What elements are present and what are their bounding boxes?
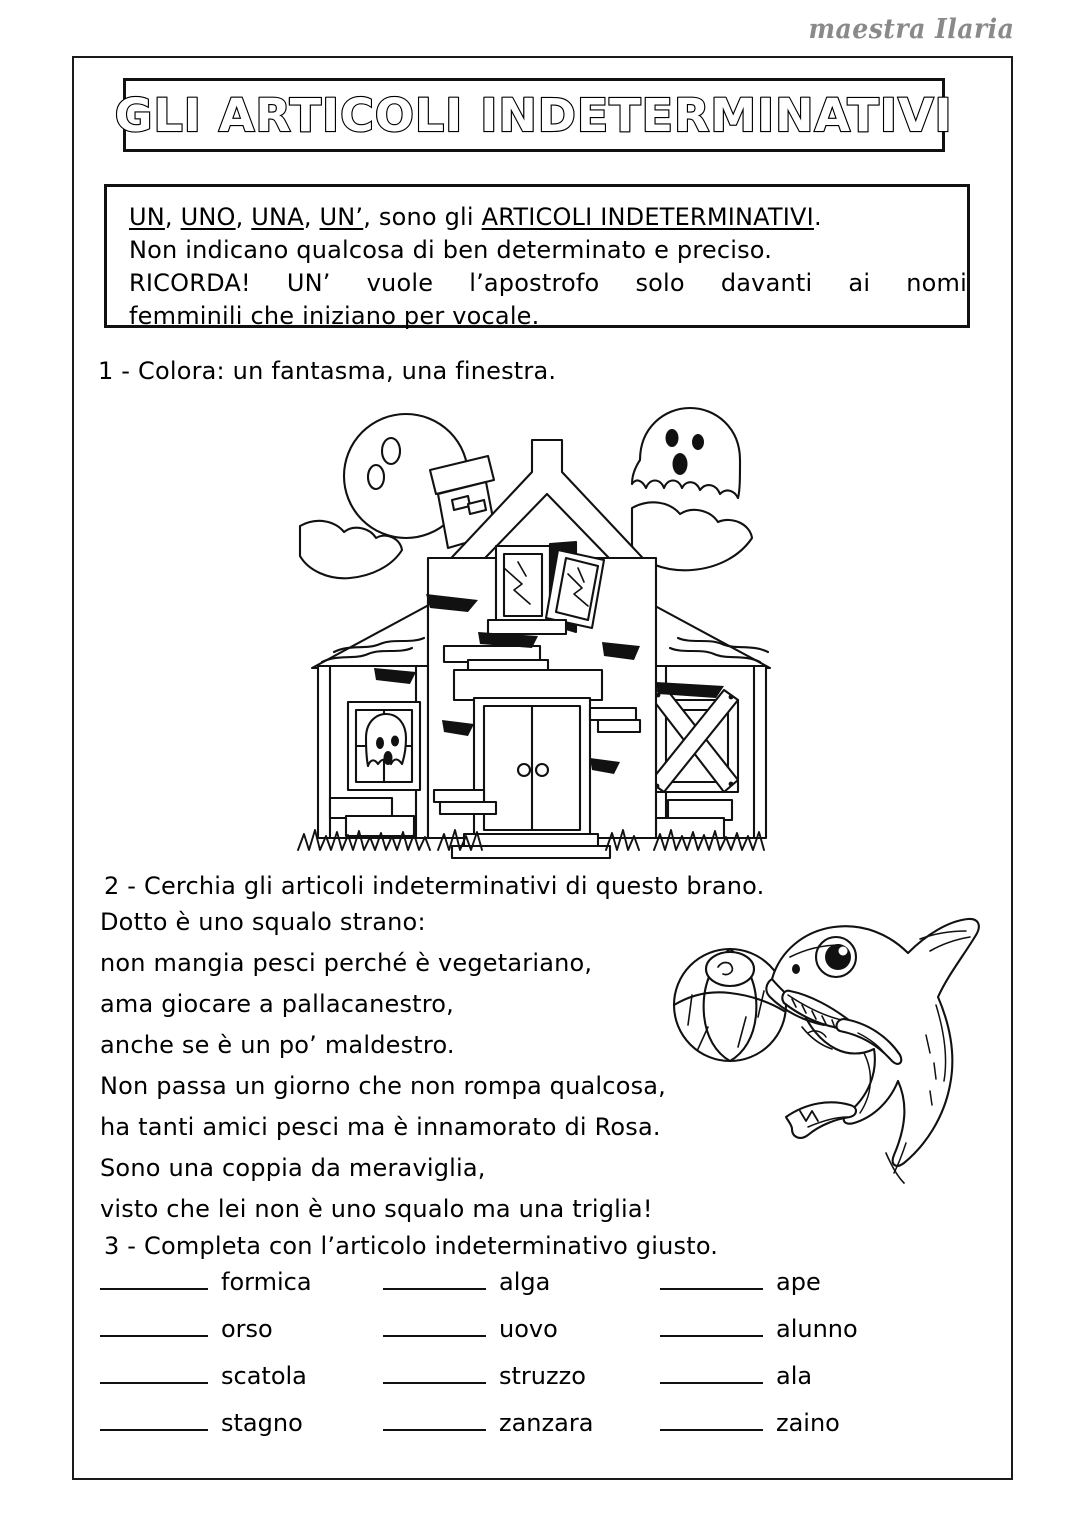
- shark-with-ball-illustration: [668, 895, 986, 1185]
- answer-blank[interactable]: [383, 1268, 486, 1290]
- exercise-3-word: formica: [221, 1268, 312, 1296]
- exercise-3-word: uovo: [499, 1315, 558, 1343]
- poem-line-8: visto che lei non è uno squalo ma una triglia!: [100, 1195, 653, 1223]
- exercise-3-grid: [100, 1268, 930, 1456]
- exercise-3-row: [100, 1409, 930, 1456]
- poem-line-2: non mangia pesci perché è vegetariano,: [100, 949, 593, 977]
- exercise-3-word: ala: [776, 1362, 813, 1390]
- comma-3: ,: [303, 203, 320, 231]
- exercise-3-row: [100, 1362, 930, 1409]
- exercise-3-item: [100, 1268, 383, 1296]
- rule-term: ARTICOLI INDETERMINATIVI: [481, 203, 814, 231]
- poem-line-6: ha tanti amici pesci ma è innamorato di Rosa.: [100, 1113, 661, 1141]
- comma-2: ,: [235, 203, 252, 231]
- article-uno: UNO: [180, 203, 236, 231]
- exercise-3-word: orso: [221, 1315, 273, 1343]
- rule-line-2: Non indicano qualcosa di ben determinato e preciso.: [129, 236, 773, 264]
- exercise-3-row: [100, 1268, 930, 1315]
- exercise-3-item: [660, 1362, 930, 1390]
- page-title: GLI ARTICOLI INDETERMINATIVI: [115, 88, 953, 142]
- answer-blank[interactable]: [660, 1362, 763, 1384]
- poem-line-4: anche se è un po’ maldestro.: [100, 1031, 455, 1059]
- exercise-3-item: [660, 1268, 930, 1296]
- rule-box: [104, 184, 970, 328]
- exercise-3-row: [100, 1315, 930, 1362]
- answer-blank[interactable]: [660, 1315, 763, 1337]
- worksheet-title-box: [115, 78, 953, 152]
- exercise-3-item: [383, 1409, 660, 1437]
- poem-line-7: Sono una coppia da meraviglia,: [100, 1154, 486, 1182]
- exercise-3-word: stagno: [221, 1409, 303, 1437]
- answer-blank[interactable]: [100, 1268, 208, 1290]
- article-unapostrophe: UN’: [319, 203, 364, 231]
- exercise-3-item: [383, 1268, 660, 1296]
- answer-blank[interactable]: [383, 1315, 486, 1337]
- rule-line-3: RICORDA! UN’ vuole l’apostrofo solo davanti ai nomi: [129, 269, 967, 297]
- exercise-3-word: zanzara: [499, 1409, 594, 1437]
- answer-blank[interactable]: [383, 1362, 486, 1384]
- exercise-2-heading: 2 - Cerchia gli articoli indeterminativi di questo brano.: [104, 872, 765, 900]
- answer-blank[interactable]: [660, 1409, 763, 1431]
- exercise-3-heading: 3 - Completa con l’articolo indeterminativo giusto.: [104, 1232, 719, 1260]
- article-un: UN: [129, 203, 165, 231]
- exercise-3-item: [660, 1315, 930, 1343]
- exercise-3-word: ape: [776, 1268, 821, 1296]
- exercise-3-word: alga: [499, 1268, 551, 1296]
- exercise-3-item: [100, 1315, 383, 1343]
- poem-line-5: Non passa un giorno che non rompa qualcosa,: [100, 1072, 667, 1100]
- exercise-3-item: [100, 1362, 383, 1390]
- answer-blank[interactable]: [100, 1409, 208, 1431]
- watermark-maestra-ilaria: maestra Ilaria: [808, 14, 1014, 45]
- exercise-3-item: [100, 1409, 383, 1437]
- rule-connector: , sono gli: [363, 203, 482, 231]
- comma-1: ,: [164, 203, 181, 231]
- rule-line-1: [129, 201, 945, 234]
- rule-period: .: [813, 203, 822, 231]
- rule-line-4: femminili che iniziano per vocale.: [129, 302, 540, 330]
- haunted-house-illustration: [288, 398, 794, 860]
- answer-blank[interactable]: [100, 1315, 208, 1337]
- exercise-3-item: [660, 1409, 930, 1437]
- answer-blank[interactable]: [100, 1362, 208, 1384]
- exercise-3-word: struzzo: [499, 1362, 586, 1390]
- answer-blank[interactable]: [383, 1409, 486, 1431]
- poem-line-1: Dotto è uno squalo strano:: [100, 908, 426, 936]
- exercise-1-heading: 1 - Colora: un fantasma, una finestra.: [98, 357, 557, 385]
- exercise-3-item: [383, 1362, 660, 1390]
- answer-blank[interactable]: [660, 1268, 763, 1290]
- poem-line-3: ama giocare a pallacanestro,: [100, 990, 455, 1018]
- exercise-3-word: zaino: [776, 1409, 840, 1437]
- exercise-3-item: [383, 1315, 660, 1343]
- exercise-3-word: scatola: [221, 1362, 307, 1390]
- article-una: UNA: [251, 203, 304, 231]
- exercise-3-word: alunno: [776, 1315, 858, 1343]
